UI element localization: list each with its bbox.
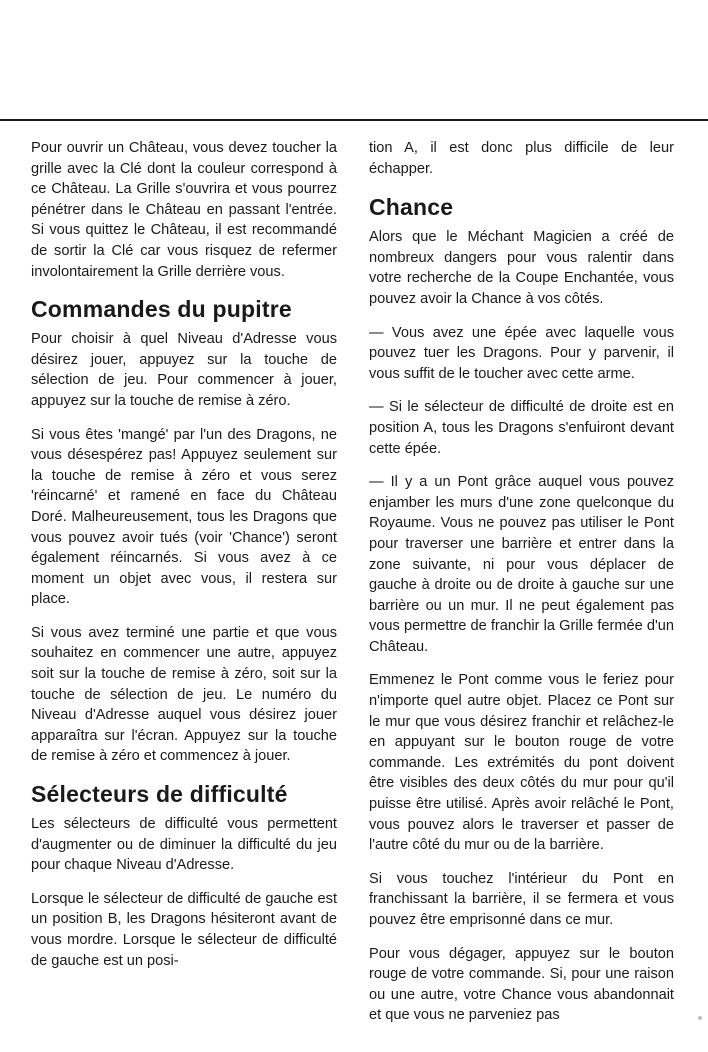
header-rule [0, 119, 708, 121]
right-column [369, 138, 674, 1039]
heading-commandes-du-pupitre: Commandes du pupitre [31, 296, 292, 323]
paragraph-chance-6: Si vous touchez l'intérieur du Pont en franchissant la barrière, il se fermera et vous pouvez être emprisonné dans ce mur. [369, 870, 674, 928]
paragraph-chance-5: Emmenez le Pont comme vous le feriez pour n'importe quel autre objet. Placez ce Pont sur le mur que vous désirez franchir et relâchez-le en appuyant sur le bouton rouge de votre commande. Les extrémités du pont doivent être visibles des deux côtés du mur pour qu'il puisse être utilisé. Après avoir relâché le Pont, vous pouvez alors le traverser et passer de l'autre côté du mur ou de la barrière. [369, 672, 674, 854]
margin-dot [698, 1016, 702, 1020]
paragraph-selecteurs-1: Les sélecteurs de difficulté vous permettent d'augmenter ou de diminuer la difficulté du jeu pour chaque Niveau d'Adresse. [31, 816, 337, 874]
heading-chance: Chance [369, 194, 454, 221]
paragraph-chance-3: — Si le sélecteur de difficulté de droite est en position A, tous les Dragons s'enfuiront devant cette épée. [369, 399, 674, 457]
paragraph-chateau: Pour ouvrir un Château, vous devez toucher la grille avec la Clé dont la couleur correspond à ce Château. La Grille s'ouvrira et vous pourrez pénétrer dans le Château en passant l'entrée. Si vous quittez le Château, il est recommandé de sortir la Clé car vous risquez de refermer involontairement la Grille derrière vous. [31, 140, 337, 280]
paragraph-chance-1: Alors que le Méchant Magicien a créé de nombreux dangers pour vous ralentir dans votre recherche de la Coupe Enchantée, vous pouvez avoir la Chance à vos côtés. [369, 229, 674, 307]
heading-selecteurs-de-difficulte: Sélecteurs de difficulté [31, 781, 288, 808]
paragraph-chance-2: — Vous avez une épée avec laquelle vous pouvez tuer les Dragons. Pour y parvenir, il vous suffit de le toucher avec cette arme. [369, 324, 674, 382]
paragraph-continuation: tion A, il est donc plus difficile de leur échapper. [369, 140, 674, 177]
paragraph-commandes-1: Pour choisir à quel Niveau d'Adresse vous désirez jouer, appuyez sur la touche de sélection de jeu. Pour commencer à jouer, appuyez sur la touche de remise à zéro. [31, 331, 337, 409]
paragraph-chance-4: — Il y a un Pont grâce auquel vous pouvez enjamber les murs d'une zone quelconque du Royaume. Vous ne pouvez pas utiliser le Pont pour traverser une barrière et entrer dans la zone suivante, ni pour vous déplacer de gauche à droite ou de droite à gauche sur une barrière ou un mur. Il ne peut également pas vous permettre de franchir la Grille fermée d'un Château. [369, 474, 674, 655]
left-column [31, 138, 337, 984]
paragraph-commandes-3: Si vous avez terminé une partie et que vous souhaitez en commencer une autre, appuyez soit sur la touche de remise à zéro, soit sur la touche de sélection de jeu. Le numéro du Niveau d'Adresse auquel vous désirez jouer apparaîtra sur l'écran. Appuyez sur la touche de remise à zéro et commencez à jouer. [31, 624, 337, 765]
paragraph-chance-7: Pour vous dégager, appuyez sur le bouton rouge de votre commande. Si, pour une raison ou une autre, votre Chance vous abandonnait et que vous ne parveniez pas [369, 945, 674, 1024]
paragraph-selecteurs-2: Lorsque le sélecteur de difficulté de gauche est un position B, les Dragons hésiteront avant de vous mordre. Lorsque le sélecteur de difficulté de gauche est un posi- [31, 890, 337, 969]
paragraph-commandes-2: Si vous êtes 'mangé' par l'un des Dragons, ne vous désespérez pas! Appuyez seulement sur la touche de remise à zéro et vous serez 'réincarné' et ramené en face du Château Doré. Malheureusement, tous les Dragons que vous pouvez avoir tués (voir 'Chance') seront également réincarnés. Si vous avez à ce moment un objet avec vous, il restera sur place. [31, 426, 337, 608]
